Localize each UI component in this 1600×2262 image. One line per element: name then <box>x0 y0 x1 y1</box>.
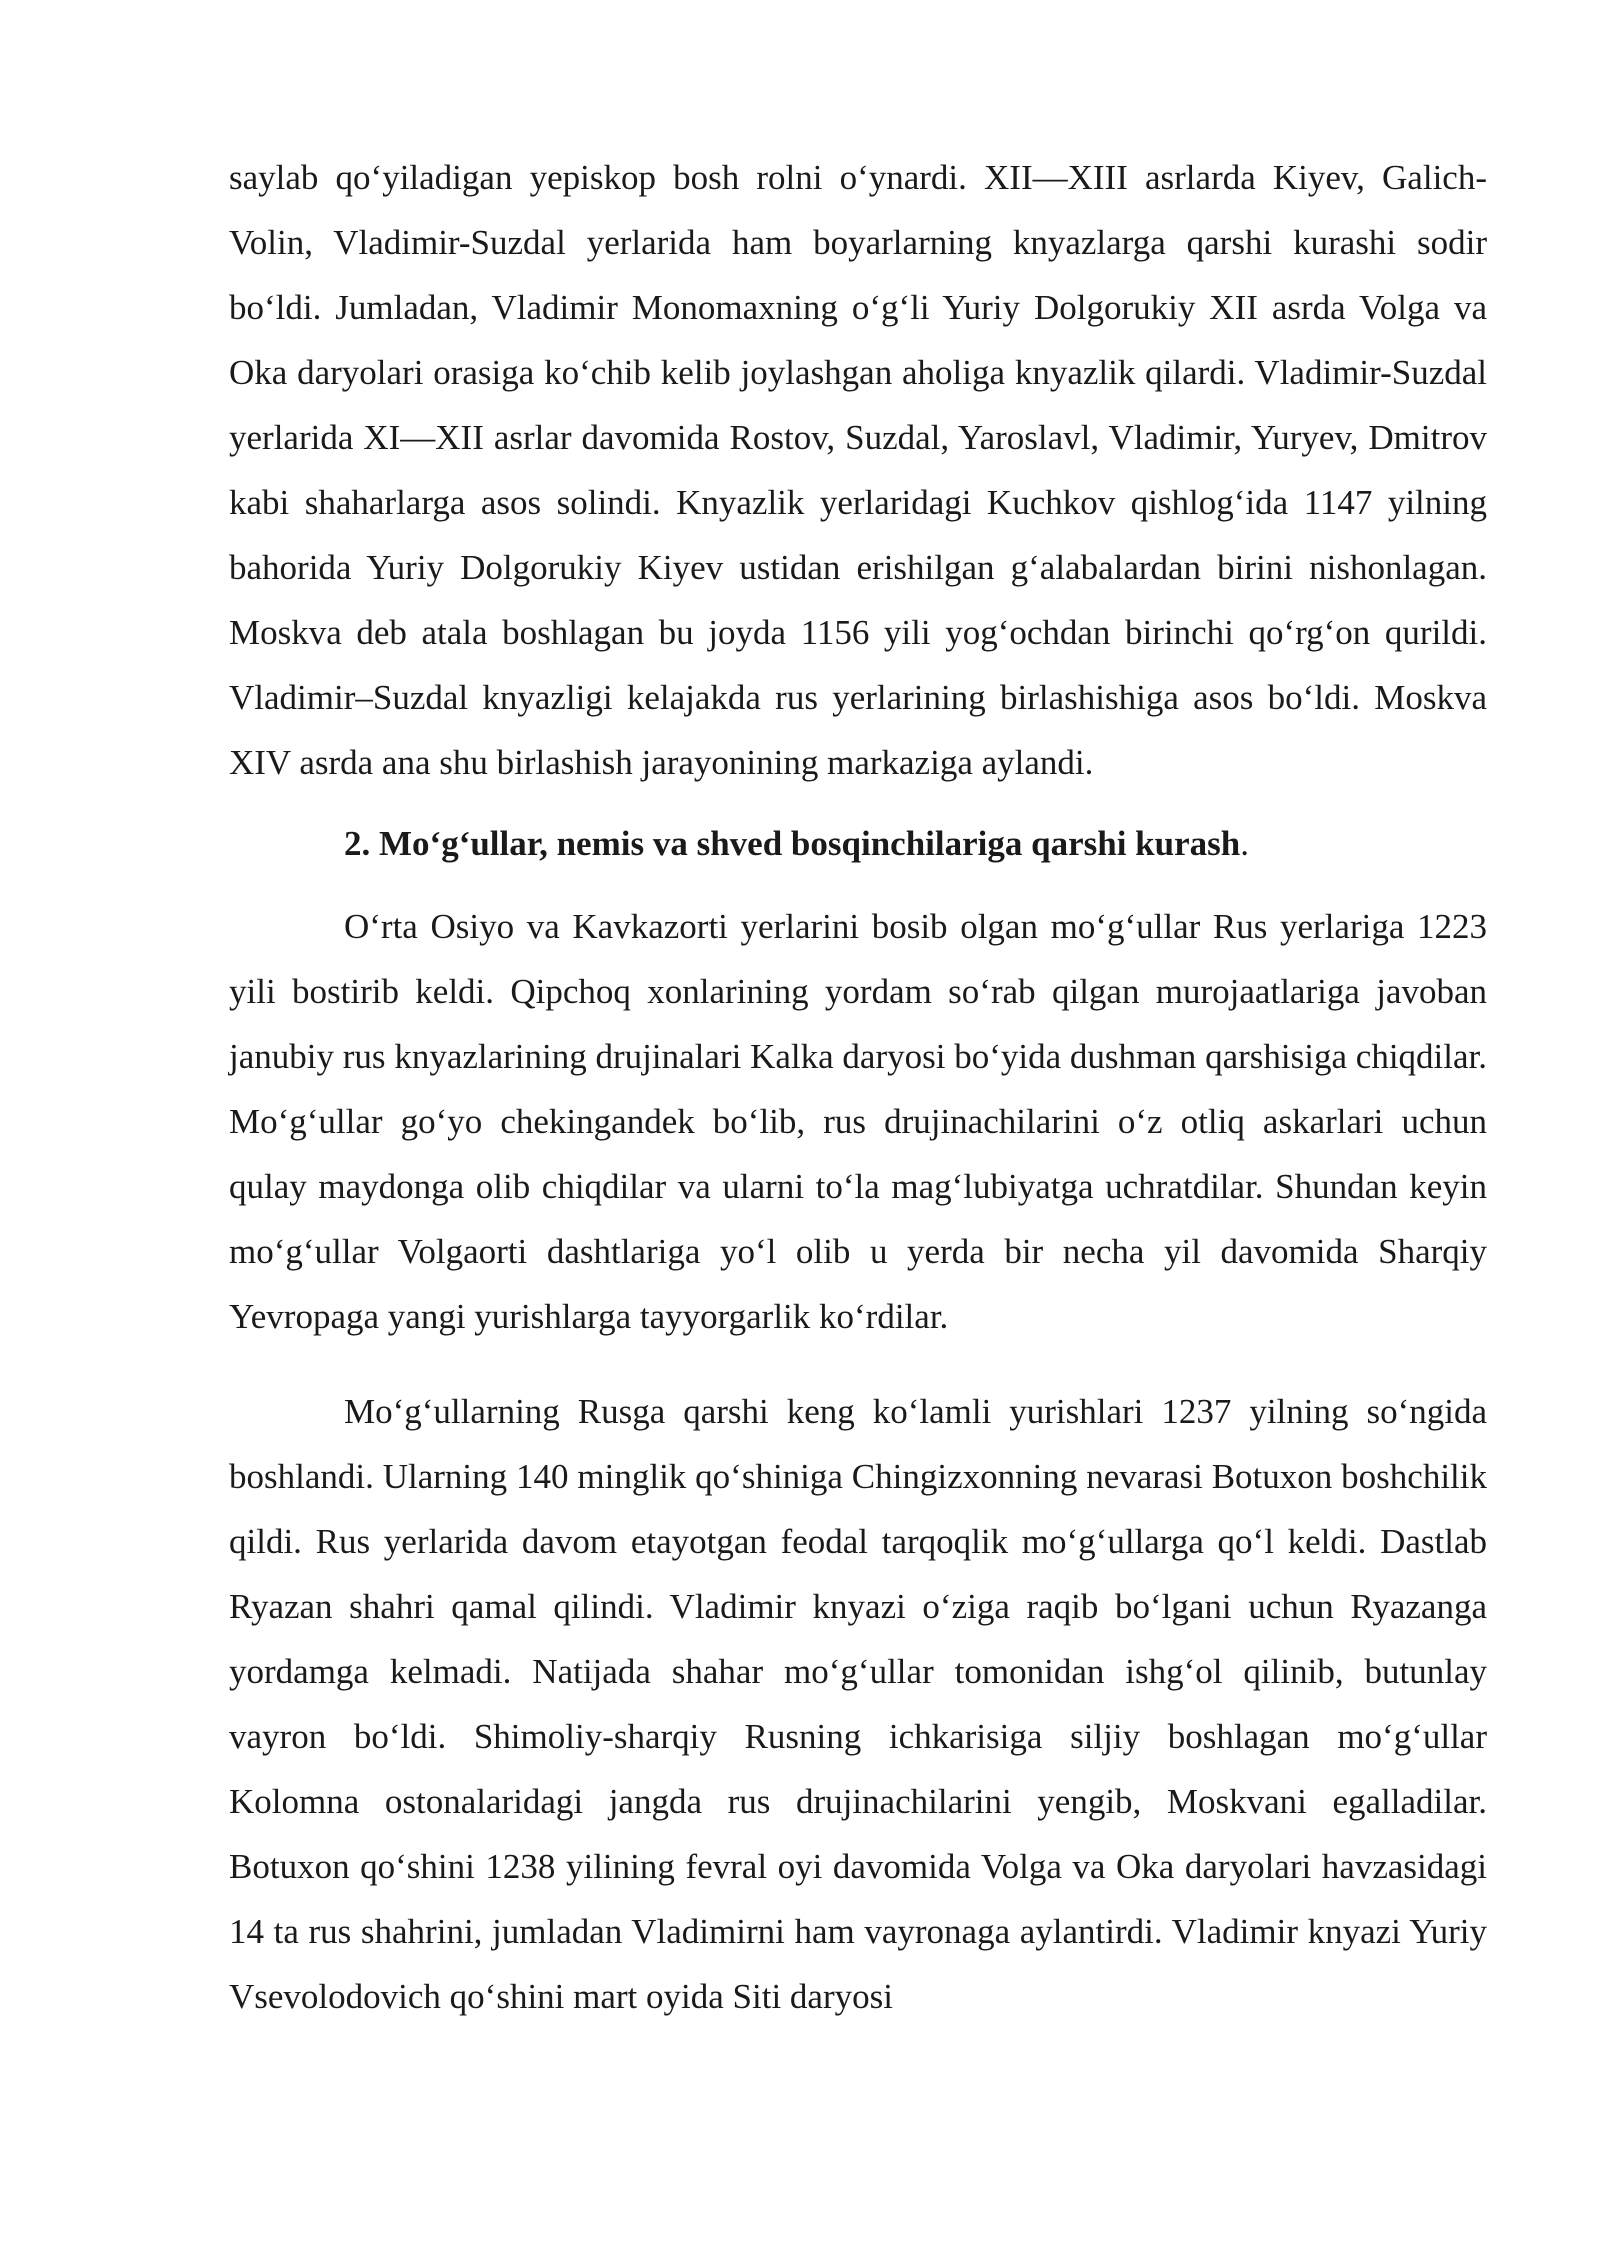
paragraph-spacer <box>229 1349 1487 1379</box>
section-heading <box>229 811 1487 876</box>
section-heading-period: . <box>1240 824 1249 863</box>
paragraph-mongol-invasion-1223: O‘rta Osiyo va Kavkazorti yerlarini bosib olgan mo‘g‘ullar Rus yerlariga 1223 yili bostirib keldi. Qipchoq xonlarining yordam so‘rab qilgan murojaatlariga javoban janubiy rus knyazlarining drujinalari Kalka daryosi bo‘yida dushman qarshisiga chiqdilar. Mo‘g‘ullar go‘yo chekingandek bo‘lib, rus drujinachilarini o‘z otliq askarlari uchun qulay maydonga olib chiqdilar va ularni to‘la mag‘lubiyatga uchratdilar. Shundan keyin mo‘g‘ullar Volgaorti dashtlariga yo‘l olib u yerda bir necha yil davomida Sharqiy Yevropaga yangi yurishlarga tayyorgarlik ko‘rdilar. <box>229 907 1487 1336</box>
document-page <box>229 145 1487 2029</box>
paragraph-continuation: saylab qo‘yiladigan yepiskop bosh rolni o‘ynardi. XII—XIII asrlarda Kiyev, Galich-Volin, Vladimir-Suzdal yerlarida ham boyarlarning knyazlarga qarshi kurashi sodir bo‘ldi. Jumladan, Vladimir Monomaxning o‘g‘li Yuriy Dolgorukiy XII asrda Volga va Oka daryolari orasiga ko‘chib kelib joylashgan aholiga knyazlik qilardi. Vladimir-Suzdal yerlarida XI—XII asrlar davomida Rostov, Suzdal, Yaroslavl, Vladimir, Yuryev, Dmitrov kabi shaharlarga asos solindi. Knyazlik yerlaridagi Kuchkov qishlog‘ida 1147 yilning bahorida Yuriy Dolgorukiy Kiyev ustidan erishilgan g‘alabalardan birini nishonlagan. Moskva deb atala boshlagan bu joyda 1156 yili yog‘ochdan birinchi qo‘rg‘on qurildi. Vladimir–Suzdal knyazligi kelajakda rus yerlarining birlashishiga asos bo‘ldi. Moskva XIV asrda ana shu birlashish jarayonining markaziga aylandi. <box>229 158 1487 782</box>
section-heading-text: 2. Mo‘g‘ullar, nemis va shved bosqinchilariga qarshi kurash <box>344 824 1241 863</box>
paragraph-mongol-campaign-1237: Mo‘g‘ullarning Rusga qarshi keng ko‘lamli yurishlari 1237 yilning so‘ngida boshlandi. Ularning 140 minglik qo‘shiniga Chingizxonning nevarasi Botuxon boshchilik qildi. Rus yerlarida davom etayotgan feodal tarqoqlik mo‘g‘ullarga qo‘l keldi. Dastlab Ryazan shahri qamal qilindi. Vladimir knyazi o‘ziga raqib bo‘lgani uchun Ryazanga yordamga kelmadi. Natijada shahar mo‘g‘ullar tomonidan ishg‘ol qilinib, butunlay vayron bo‘ldi. Shimoliy-sharqiy Rusning ichkarisiga siljiy boshlagan mo‘g‘ullar Kolomna ostonalaridagi jangda rus drujinachilarini yengib, Moskvani egalladilar. Botuxon qo‘shini 1238 yilining fevral oyi davomida Volga va Oka daryolari havzasidagi 14 ta rus shahrini, jumladan Vladimirni ham vayronaga aylantirdi. Vladimir knyazi Yuriy Vsevolodovich qo‘shini mart oyida Siti daryosi <box>229 1392 1487 2016</box>
